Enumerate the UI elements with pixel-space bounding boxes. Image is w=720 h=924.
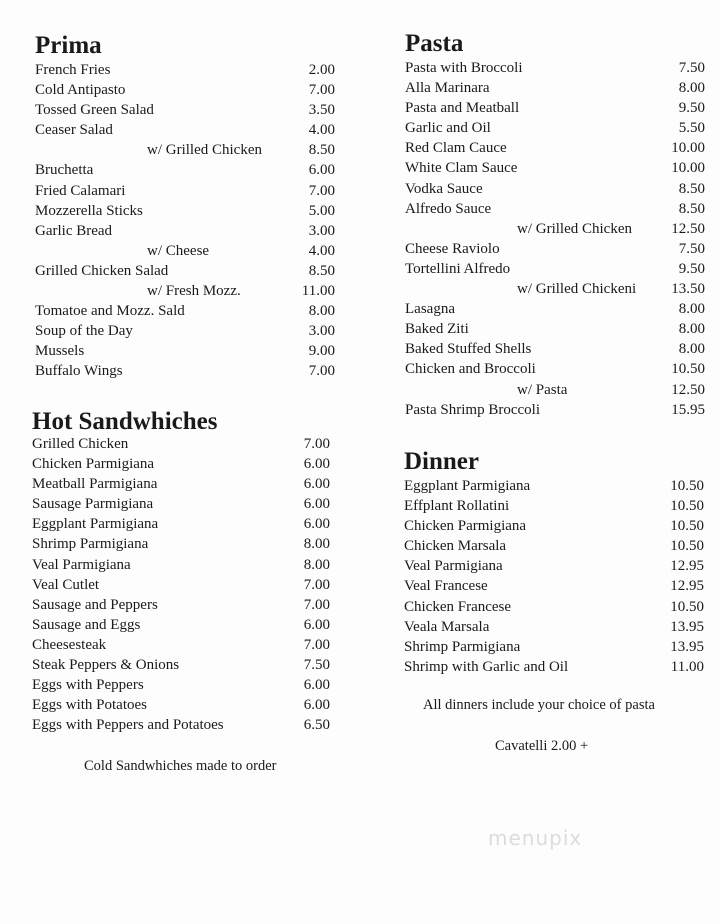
item-price: 12.50 bbox=[671, 220, 705, 237]
item-price: 10.50 bbox=[670, 598, 704, 615]
menu-item bbox=[32, 474, 330, 494]
item-name: White Clam Sauce bbox=[405, 160, 518, 177]
item-name: Sausage Parmigiana bbox=[32, 496, 154, 513]
item-name: Eggplant Parmigiana bbox=[32, 516, 159, 533]
item-name: Soup of the Day bbox=[35, 323, 133, 340]
menu-item bbox=[405, 179, 705, 199]
item-price: 3.50 bbox=[308, 102, 335, 119]
menu-item bbox=[32, 635, 330, 655]
item-name: Effplant Rollatini bbox=[404, 498, 510, 515]
item-price: 7.50 bbox=[303, 657, 330, 674]
menu-item bbox=[32, 514, 330, 534]
menu-item bbox=[35, 60, 335, 80]
item-name: Veal Cutlet bbox=[32, 576, 100, 593]
item-price: 10.50 bbox=[670, 538, 704, 555]
menu-item bbox=[405, 380, 705, 400]
item-name: Pasta Shrimp Broccoli bbox=[405, 401, 540, 418]
menu-item bbox=[35, 321, 335, 341]
item-name: Bruchetta bbox=[35, 162, 94, 179]
item-name: Chicken Francese bbox=[404, 598, 512, 615]
menu-item bbox=[405, 138, 705, 158]
menu-item bbox=[405, 158, 705, 178]
item-price: 7.00 bbox=[303, 636, 330, 653]
item-name: w/ Cheese bbox=[147, 242, 210, 259]
item-price: 6.00 bbox=[303, 456, 330, 473]
menu-item bbox=[32, 595, 330, 615]
item-price: 11.00 bbox=[301, 283, 335, 300]
item-name: Shrimp with Garlic and Oil bbox=[404, 658, 569, 675]
menu-item bbox=[35, 281, 335, 301]
item-name: w/ Grilled Chicken bbox=[147, 142, 262, 159]
item-name: Tomatoe and Mozz. Sald bbox=[35, 303, 185, 320]
item-name: Meatball Parmigiana bbox=[32, 476, 158, 493]
item-name: Eggplant Parmigiana bbox=[404, 478, 531, 494]
menu-item bbox=[32, 434, 330, 454]
item-price: 8.00 bbox=[308, 303, 335, 320]
section-title: Pasta bbox=[405, 30, 464, 57]
menu-item bbox=[32, 695, 330, 715]
item-name: Chicken Marsala bbox=[404, 538, 507, 555]
item-name: Mozzerella Sticks bbox=[35, 202, 143, 219]
item-name: Fried Calamari bbox=[35, 182, 126, 199]
item-price: 6.00 bbox=[303, 496, 330, 513]
item-price: 9.50 bbox=[678, 260, 705, 277]
menu-item bbox=[405, 339, 705, 359]
item-name: Eggs with Potatoes bbox=[32, 697, 147, 714]
item-price: 10.50 bbox=[670, 498, 704, 515]
cold-sandwiches-note: Cold Sandwhiches made to order bbox=[84, 758, 277, 774]
item-price: 8.50 bbox=[678, 200, 705, 217]
item-price: 7.00 bbox=[303, 436, 330, 452]
watermark-logo: menupix bbox=[488, 826, 583, 850]
item-price: 6.00 bbox=[303, 516, 330, 533]
menu-item bbox=[35, 221, 335, 241]
menu-item bbox=[32, 534, 330, 554]
section-prima bbox=[35, 32, 335, 382]
item-price: 2.00 bbox=[308, 62, 335, 78]
menu-item bbox=[35, 261, 335, 281]
item-price: 9.00 bbox=[308, 343, 335, 360]
menu-item bbox=[32, 494, 330, 514]
item-name: Cold Antipasto bbox=[35, 82, 126, 99]
item-name: w/ Grilled Chickeni bbox=[517, 281, 637, 298]
menu-item bbox=[404, 597, 704, 617]
item-price: 11.00 bbox=[670, 658, 704, 675]
cavatelli-note: Cavatelli 2.00 + bbox=[495, 738, 589, 754]
menu-item bbox=[404, 556, 704, 576]
item-name: Grilled Chicken Salad bbox=[35, 262, 169, 279]
menu-item bbox=[35, 120, 335, 140]
item-name: Sausage and Peppers bbox=[32, 596, 158, 613]
item-name: Lasagna bbox=[405, 301, 455, 318]
item-price: 8.50 bbox=[308, 142, 335, 159]
menu-item bbox=[404, 496, 704, 516]
menu-item bbox=[35, 241, 335, 261]
menu-item bbox=[35, 201, 335, 221]
item-price: 4.00 bbox=[308, 242, 335, 259]
menu-item bbox=[405, 359, 705, 379]
section-pasta bbox=[405, 30, 705, 420]
menu-item bbox=[404, 657, 704, 677]
menu-item bbox=[404, 576, 704, 596]
menu-item bbox=[32, 615, 330, 635]
menu-item bbox=[35, 361, 335, 381]
menu-item bbox=[405, 239, 705, 259]
item-price: 7.00 bbox=[303, 576, 330, 593]
item-name: Shrimp Parmigiana bbox=[32, 536, 149, 553]
item-name: Red Clam Cauce bbox=[405, 140, 507, 157]
item-price: 6.00 bbox=[303, 677, 330, 694]
item-name: Garlic Bread bbox=[35, 222, 113, 239]
menu-item bbox=[404, 476, 704, 496]
menu-item bbox=[405, 319, 705, 339]
menu-item bbox=[405, 58, 705, 78]
menu-item bbox=[32, 715, 330, 735]
item-price: 6.00 bbox=[303, 616, 330, 633]
section-title: Dinner bbox=[404, 448, 479, 475]
menu-item bbox=[405, 259, 705, 279]
item-price: 12.50 bbox=[671, 381, 705, 398]
menu-item bbox=[405, 219, 705, 239]
item-price: 6.00 bbox=[308, 162, 335, 179]
item-name: w/ Pasta bbox=[517, 381, 568, 398]
menu-item bbox=[405, 199, 705, 219]
item-price: 3.00 bbox=[308, 222, 335, 239]
menu-item bbox=[35, 100, 335, 120]
menu-item bbox=[35, 160, 335, 180]
section-hot-sandwiches bbox=[32, 408, 330, 735]
item-price: 10.50 bbox=[670, 478, 704, 494]
item-name: Cheese Raviolo bbox=[405, 240, 500, 257]
menu-item bbox=[405, 78, 705, 98]
item-price: 12.95 bbox=[670, 578, 704, 595]
menu-item bbox=[405, 98, 705, 118]
menu-item bbox=[32, 454, 330, 474]
item-price: 7.00 bbox=[303, 596, 330, 613]
section-title: Prima bbox=[35, 32, 102, 59]
menu-item bbox=[405, 400, 705, 420]
item-price: 9.50 bbox=[678, 100, 705, 117]
item-price: 13.50 bbox=[671, 281, 705, 298]
item-name: Veal Parmigiana bbox=[404, 558, 503, 575]
item-name: Baked Ziti bbox=[405, 321, 469, 338]
item-name: w/ Grilled Chicken bbox=[517, 220, 632, 237]
item-price: 10.50 bbox=[670, 518, 704, 535]
menu-item bbox=[32, 555, 330, 575]
menu-item bbox=[404, 536, 704, 556]
item-name: Tossed Green Salad bbox=[35, 102, 154, 119]
menu-item bbox=[32, 575, 330, 595]
item-name: Eggs with Peppers and Potatoes bbox=[32, 717, 224, 734]
menu-item bbox=[405, 118, 705, 138]
item-name: Garlic and Oil bbox=[405, 120, 491, 137]
item-name: Sausage and Eggs bbox=[32, 616, 141, 633]
menu-item bbox=[405, 279, 705, 299]
item-price: 13.95 bbox=[670, 638, 704, 655]
item-price: 8.00 bbox=[303, 536, 330, 553]
item-name: Chicken and Broccoli bbox=[405, 361, 536, 378]
item-name: Chicken Parmigiana bbox=[32, 456, 155, 473]
item-price: 8.00 bbox=[678, 341, 705, 358]
menu-item bbox=[404, 637, 704, 657]
item-price: 8.00 bbox=[678, 80, 705, 97]
item-price: 10.50 bbox=[671, 361, 705, 378]
menu-item bbox=[35, 181, 335, 201]
item-name: French Fries bbox=[35, 62, 111, 78]
item-name: Vodka Sauce bbox=[405, 180, 483, 197]
item-price: 3.00 bbox=[308, 323, 335, 340]
item-price: 7.50 bbox=[678, 60, 705, 76]
item-name: Eggs with Peppers bbox=[32, 677, 144, 694]
item-price: 6.00 bbox=[303, 697, 330, 714]
item-price: 7.00 bbox=[308, 82, 335, 99]
item-name: Alla Marinara bbox=[405, 80, 490, 97]
item-price: 8.50 bbox=[678, 180, 705, 197]
menu-item bbox=[404, 617, 704, 637]
item-name: Baked Stuffed Shells bbox=[405, 341, 532, 358]
menu-item bbox=[35, 301, 335, 321]
item-name: Chicken Parmigiana bbox=[404, 518, 527, 535]
item-name: Mussels bbox=[35, 343, 85, 360]
item-price: 8.00 bbox=[678, 321, 705, 338]
item-name: w/ Fresh Mozz. bbox=[147, 283, 241, 300]
item-name: Buffalo Wings bbox=[35, 363, 123, 380]
item-price: 13.95 bbox=[670, 618, 704, 635]
item-price: 12.95 bbox=[670, 558, 704, 575]
item-price: 10.00 bbox=[671, 140, 705, 157]
item-name: Veala Marsala bbox=[404, 618, 490, 635]
item-price: 7.00 bbox=[308, 182, 335, 199]
item-name: Cheesesteak bbox=[32, 636, 107, 653]
item-price: 6.00 bbox=[303, 476, 330, 493]
item-price: 7.50 bbox=[678, 240, 705, 257]
item-name: Ceaser Salad bbox=[35, 122, 113, 139]
menu-item bbox=[32, 655, 330, 675]
item-price: 5.50 bbox=[678, 120, 705, 137]
item-name: Tortellini Alfredo bbox=[405, 260, 511, 277]
item-price: 8.00 bbox=[678, 301, 705, 318]
item-price: 5.00 bbox=[308, 202, 335, 219]
section-title: Hot Sandwhiches bbox=[32, 408, 218, 435]
item-price: 15.95 bbox=[671, 401, 705, 418]
item-name: Veal Francese bbox=[404, 578, 488, 595]
dinner-note: All dinners include your choice of pasta bbox=[423, 697, 655, 713]
item-name: Alfredo Sauce bbox=[405, 200, 492, 217]
item-name: Pasta with Broccoli bbox=[405, 60, 523, 76]
item-price: 8.50 bbox=[308, 262, 335, 279]
item-name: Shrimp Parmigiana bbox=[404, 638, 521, 655]
menu-item bbox=[35, 341, 335, 361]
item-price: 7.00 bbox=[308, 363, 335, 380]
menu-item bbox=[32, 675, 330, 695]
item-price: 6.50 bbox=[303, 717, 330, 734]
menu-item bbox=[404, 516, 704, 536]
section-dinner bbox=[404, 448, 704, 677]
item-name: Grilled Chicken bbox=[32, 436, 129, 452]
item-price: 4.00 bbox=[308, 122, 335, 139]
menu-item bbox=[35, 80, 335, 100]
item-name: Veal Parmigiana bbox=[32, 556, 131, 573]
item-name: Pasta and Meatball bbox=[405, 100, 520, 117]
item-price: 8.00 bbox=[303, 556, 330, 573]
menu-item bbox=[35, 140, 335, 160]
item-name: Steak Peppers & Onions bbox=[32, 657, 180, 674]
menu-item bbox=[405, 299, 705, 319]
item-price: 10.00 bbox=[671, 160, 705, 177]
